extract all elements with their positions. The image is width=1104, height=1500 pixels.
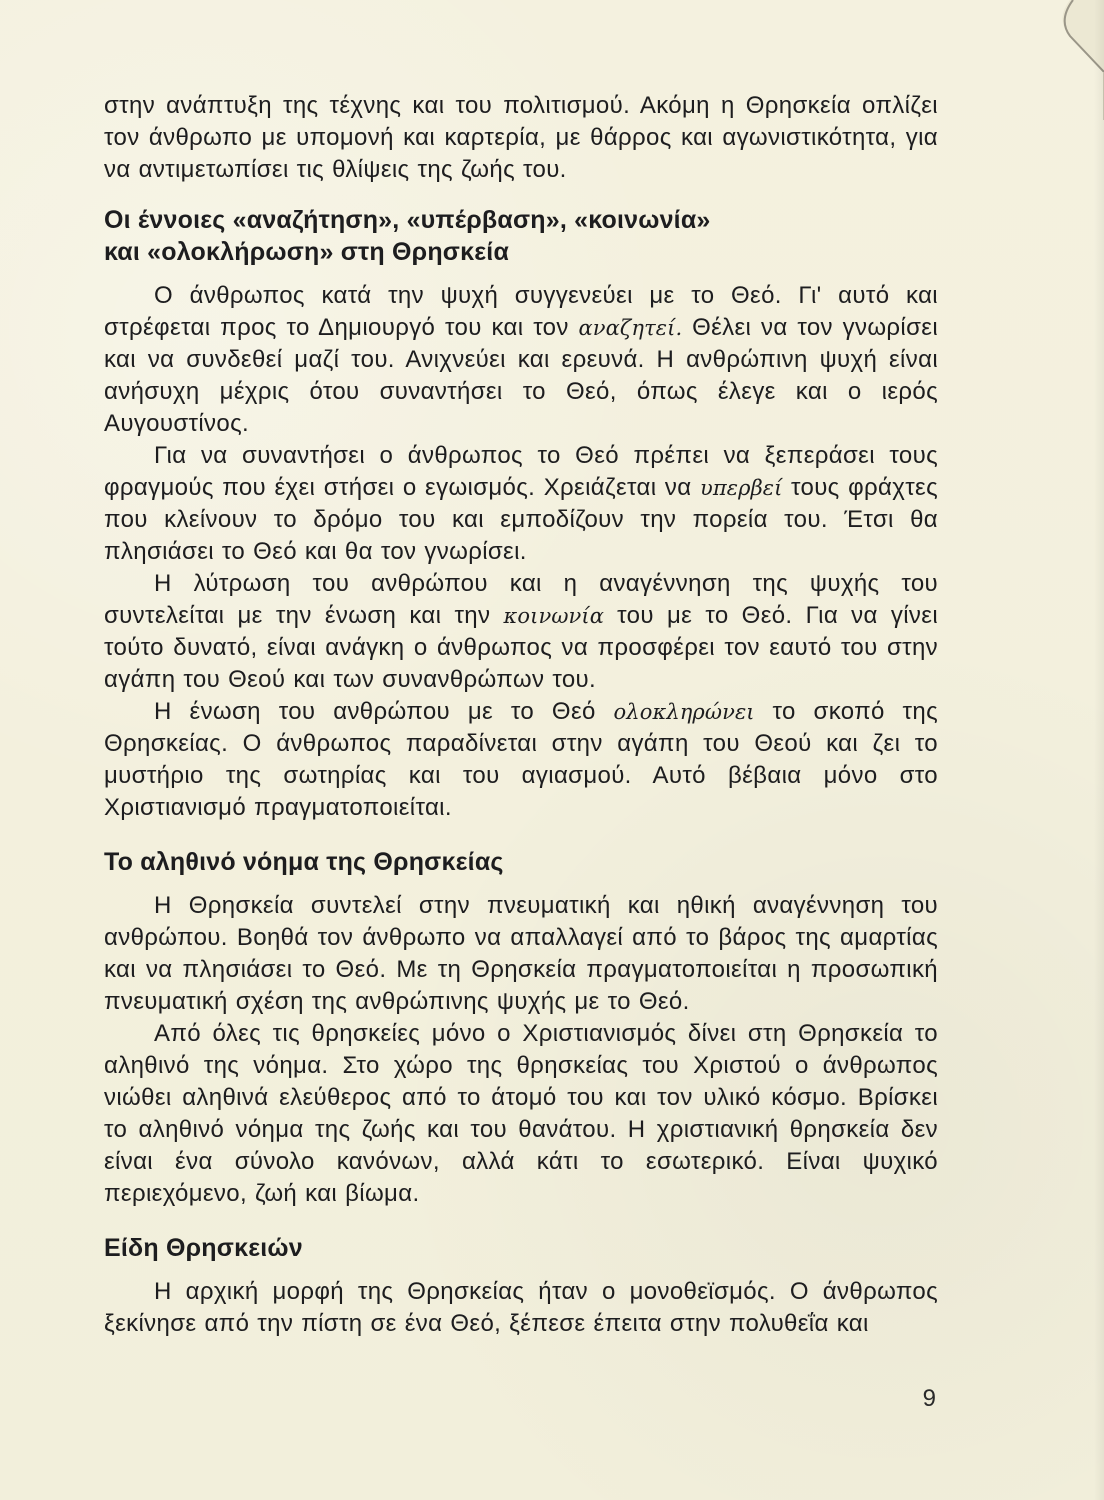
paragraph-communion-text-after: του με το Θεό. Για να γίνει τούτο δυνατό, είναι ανάγκη ο άνθρωπος να προσφέρει τον εαυτό του στην αγάπη του Θεού και των συνανθρώπων του.	[104, 602, 939, 693]
paragraph-communion-text-before: Η λύτρωση του ανθρώπου και η αναγέννηση της ψυχής του συντελείται με την ένωση και την	[104, 570, 938, 629]
emphasis-communion: κοινωνία	[503, 604, 605, 628]
paragraph-transcendence-text-after: τους φράχτες που κλείνουν το δρόμο του και εμποδίζουν την πορεία του. Έτσι θα πλησιάσει το Θεό και θα τον γνωρίσει.	[104, 474, 938, 565]
paragraph-search-text-after: Θέλει να τον γνωρίσει και να συνδεθεί μαζί του. Ανιχνεύει και ερευνά. Η ανθρώπινη ψυχή είναι ανήσυχη μέχρις ότου συναντήσει το Θεό, όπως έλεγε και ο ιερός Αυγουστίνος.	[104, 314, 938, 437]
paragraph-transcendence-text-before: Για να συναντήσει ο άνθρωπος το Θεό πρέπει να ξεπεράσει τους φραγμούς που έχει στήσει ο εγωισμός. Χρειάζεται να	[104, 442, 938, 501]
paragraph-transcendence	[104, 440, 938, 568]
emphasis-transcendence: υπερβεί	[699, 476, 783, 500]
folded-corner	[1034, 0, 1104, 120]
page-text	[104, 90, 938, 1340]
paragraph-communion	[104, 568, 938, 696]
page-number: 9	[922, 1385, 936, 1412]
section-heading-types: Είδη Θρησκειών	[104, 1234, 303, 1262]
section-heading-concepts	[104, 204, 938, 268]
emphasis-search: αναζητεί.	[578, 316, 683, 340]
opening-paragraph: στην ανάπτυξη της τέχνης και του πολιτισμού. Ακόμη η Θρησκεία οπλίζει τον άνθρωπο με υπομονή και καρτερία, με θάρρος και αγωνιστικότητα, για να αντιμετωπίσει τις θλίψεις της ζωής του.	[104, 92, 938, 183]
paragraph-fulfillment-text-after: το σκοπό της Θρησκείας. Ο άνθρωπος παραδίνεται στην αγάπη του Θεού και ζει το μυστήριο της σωτηρίας και του αγιασμού. Αυτό βέβαια μόνο στο Χριστιανισμό πραγματοποιείται.	[104, 698, 939, 821]
paragraph-fulfillment	[104, 696, 938, 824]
paragraph-search	[104, 280, 938, 440]
page-edge-shadow	[1094, 0, 1104, 1500]
paragraph-true-meaning-1: Η Θρησκεία συντελεί στην πνευματική και ηθική αναγέννηση του ανθρώπου. Βοηθά τον άνθρωπο να απαλλαγεί από το βάρος της αμαρτίας και να πλησιάσει το Θεό. Με τη Θρησκεία πραγματοποιείται η προσωπική πνευματική σχέση της ανθρώπινης ψυχής με το Θεό.	[104, 892, 938, 1015]
section-heading-concepts-line-1: Οι έννοιες «αναζήτηση», «υπέρβαση», «κοινωνία»	[104, 206, 711, 234]
paragraph-search-text-before: Ο άνθρωπος κατά την ψυχή συγγενεύει με το Θεό. Γι' αυτό και στρέφεται προς το Δημιουργό του και τον	[104, 282, 938, 341]
section-heading-true-meaning: Το αληθινό νόημα της Θρησκείας	[104, 848, 504, 876]
section-heading-concepts-line-2: και «ολοκλήρωση» στη Θρησκεία	[104, 238, 510, 266]
paragraph-fulfillment-text-before: Η ένωση του ανθρώπου με το Θεό	[154, 698, 614, 725]
paragraph-types-1: Η αρχική μορφή της Θρησκείας ήταν ο μονοθεϊσμός. Ο άνθρωπος ξεκίνησε από την πίστη σε ένα Θεό, ξέπεσε έπειτα στην πολυθεΐα και	[104, 1278, 938, 1337]
emphasis-fulfillment: ολοκληρώνει	[613, 700, 755, 724]
paragraph-true-meaning-2: Από όλες τις θρησκείες μόνο ο Χριστιανισμός δίνει στη Θρησκεία το αληθινό της νόημα. Στο χώρο της θρησκείας του Χριστού ο άνθρωπος νιώθει αληθινά ελεύθερος από το άτομό του και τον υλικό κόσμο. Βρίσκει το αληθινό νόημα της ζωής και του θανάτου. Η χριστιανική θρησκεία δεν είναι ένα σύνολο κανόνων, αλλά κάτι το εσωτερικό. Είναι ψυχικό περιεχόμενο, ζωή και βίωμα.	[104, 1020, 938, 1207]
